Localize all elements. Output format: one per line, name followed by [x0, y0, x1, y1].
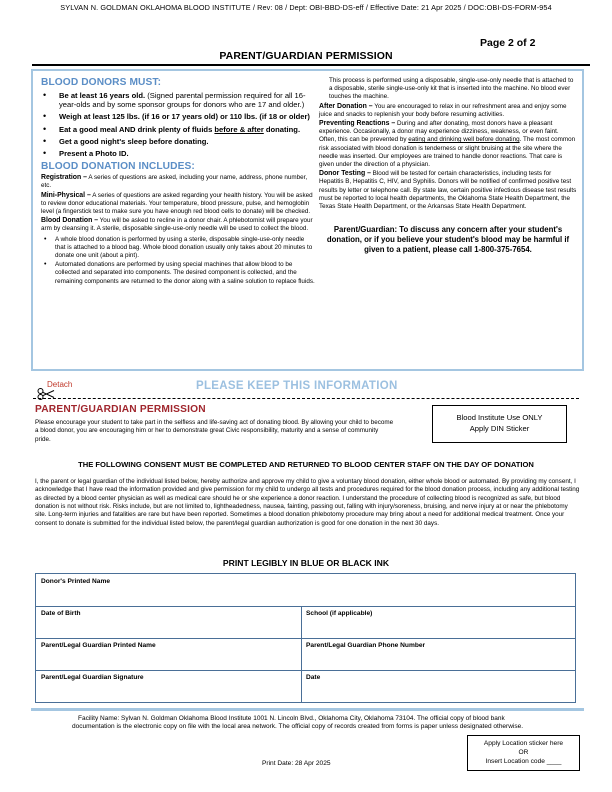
- print-date: Print Date: 28 Apr 2025: [262, 760, 331, 767]
- title-divider: [32, 64, 590, 66]
- blood-donation-paragraph: Blood Donation – You will be asked to recline in a donor chair. A phlebotomist will prepare your arm by cleansing it. A sterile, disposable single-use-only needle will be used to collect the blood.: [41, 217, 313, 233]
- school-field[interactable]: [301, 606, 577, 638]
- location-sticker-box: [467, 735, 580, 771]
- donor-testing-paragraph: Donor Testing – Blood will be tested for certain characteristics, including tests for Hepatitis B, Hepatitis C, HIV, and Syphilis. Donors will be notified of confirmed positive test results by letter or telephone call. By state law, certain positive infectious disease test results must be reported to local health departments, the Oklahoma State Health Department, the Texas State Health Department, or the Arkansas State Health Department.: [319, 170, 577, 211]
- location-line-1: Apply Location sticker here: [483, 740, 564, 747]
- donation-types-list: [41, 236, 315, 286]
- guardian-phone-label: Parent/Legal Guardian Phone Number: [306, 642, 426, 649]
- din-sticker-box: [432, 405, 567, 443]
- requirement-age: • Be at least 16 years old. (Signed parental permission required for all 16-year-olds and by some sponsor groups for donors who are 17 and older.): [41, 91, 315, 109]
- guardian-phone-field[interactable]: [301, 638, 577, 670]
- din-line-2: Apply DIN Sticker: [469, 424, 530, 433]
- guardian-name-label: Parent/Legal Guardian Printed Name: [41, 642, 156, 649]
- scissors-icon: [37, 387, 55, 401]
- permission-title: PARENT/GUARDIAN PERMISSION: [35, 404, 206, 415]
- automated-donation-item: • Automated donations are performed by using special machines that allow blood to be collected and separated into components. The desired component is collected, and the remaining components are returned to the donor along with a saline solution to replace fluids.: [41, 261, 315, 286]
- guardian-contact-callout: Parent/Guardian: To discuss any concern after your student's donation, or if you believe your student's blood may be harmful if given to a patient, please call 1-800-375-7654.: [326, 225, 570, 255]
- date-field[interactable]: [301, 670, 577, 703]
- mini-physical-paragraph: Mini-Physical – A series of questions are asked regarding your health history. You will be asked to review donor educational materials. Your temperature, blood pressure, pulse, and hemoglobin level (a fingerstick test to make sure you have enough red blood cells to donate) will be checked.: [41, 191, 313, 216]
- guardian-name-field[interactable]: [36, 638, 301, 670]
- detach-label: Detach: [47, 380, 73, 389]
- automated-continuation: This process is performed using a disposable, single-use-only needle that is attached to a disposable, sterile single-use-only kit that is inserted into the machine. No blood ever touches the machine.: [329, 77, 574, 101]
- page-number: Page 2 of 2: [480, 37, 536, 49]
- school-label: School (if applicable): [306, 610, 373, 617]
- date-of-birth-label: Date of Birth: [41, 610, 81, 617]
- requirement-meal: • Eat a good meal AND drink plenty of fluids before & after donating.: [41, 125, 315, 134]
- requirement-photo-id: • Present a Photo ID.: [41, 149, 315, 158]
- donor-name-field[interactable]: [36, 574, 575, 606]
- whole-blood-item: • A whole blood donation is performed by using a sterile, disposable single-use-only needle that is attached to a blood bag. Whole blood donation usually only takes about 20 minutes to donate one unit (about a pint).: [41, 236, 315, 261]
- page-title: PARENT/GUARDIAN PERMISSION: [219, 50, 393, 62]
- date-label: Date: [306, 674, 321, 681]
- preventing-reactions-paragraph: Preventing Reactions – During and after donating, most donors have a pleasant experience. Occasionally, a donor may experience dizziness, weakness, or even faint. Often, this can be prevented by eating and drinking well before donating. The most common risk associated with blood donation is tenderness or slight bruising at the site where the needle was inserted. Our employees are trained to handle donor reactions. That care is given under the direction of a physician.: [319, 120, 576, 169]
- info-left-column: [41, 77, 315, 287]
- detach-cut-line: [33, 398, 579, 399]
- consent-form-fields: [35, 573, 576, 703]
- document-control-line: SYLVAN N. GOLDMAN OKLAHOMA BLOOD INSTITUTE / Rev: 08 / Dept: OBI-BBD-DS-eff / Effective Date: 21 Apr 2025 / DOC:OBI-DS-FORM-954: [60, 3, 552, 12]
- consent-heading: THE FOLLOWING CONSENT MUST BE COMPLETED AND RETURNED TO BLOOD CENTER STAFF ON THE DAY OF DONATION: [78, 460, 534, 469]
- consent-statement: I, the parent or legal guardian of the individual listed below, hereby authorize and approve my child to give a voluntary blood donation, either whole blood or automated. By providing my consent, I acknowledge that I have read the information provided and give permission for my child to undergo all tests and procedures required for the blood donation process, including any additional testing as directed by a blood center physician as well as medical care should he or she experience a donor reaction. I understand the procedure of collecting blood is recognized as safe, but blood donation is not without risk. Risks include, but are not limited to, lightheadedness, nausea, fainting, passing out, falling with injury/soreness, bruising, and nerve injury at or near the phlebotomy site. Long-term injuries and fatalities are rare but have been reported. Sometimes a blood donation phlebotomy procedure may bring about a need for additional medical treatment. Once your consent to donate is submitted for the individual listed below, the parent/legal guardian authorization is good for one donation in the next 30 days.: [35, 478, 580, 527]
- location-line-2: OR: [518, 749, 529, 756]
- requirements-list: [41, 91, 315, 158]
- donor-information-box: [31, 69, 584, 371]
- guardian-signature-field[interactable]: [36, 670, 301, 703]
- donors-must-heading: BLOOD DONORS MUST:: [41, 77, 162, 88]
- footer-divider: [31, 708, 584, 711]
- guardian-signature-label: Parent/Legal Guardian Signature: [41, 674, 144, 681]
- after-donation-paragraph: After Donation – You are encouraged to relax in our refreshment area and enjoy some juice and snacks to replenish your body before resuming activities.: [319, 102, 567, 118]
- requirement-sleep: • Get a good night's sleep before donating.: [41, 137, 315, 146]
- location-line-3: Insert Location code ____: [485, 758, 562, 765]
- keep-information-banner: PLEASE KEEP THIS INFORMATION: [196, 380, 398, 392]
- donation-includes-heading: BLOOD DONATION INCLUDES:: [41, 161, 195, 173]
- requirement-weight: • Weigh at least 125 lbs. (if 16 or 17 years old) or 110 lbs. (if 18 or older): [41, 112, 315, 121]
- registration-paragraph: Registration – A series of questions are asked, including your name, address, phone number, etc.: [41, 174, 308, 190]
- date-of-birth-field[interactable]: [36, 606, 301, 638]
- din-line-1: Blood Institute Use ONLY: [456, 413, 543, 422]
- print-legibly-instruction: PRINT LEGIBLY IN BLUE OR BLACK INK: [222, 558, 390, 568]
- info-right-column: [319, 77, 577, 255]
- facility-statement: Facility Name: Sylvan N. Goldman Oklahoma Blood Institute 1001 N. Lincoln Blvd., Oklahoma City, Oklahoma 73104. The official copy of blood bank documentation is the electronic copy on file with the local area network. The official copy of records created from forms is paper unless designated otherwise.: [72, 715, 524, 731]
- donor-name-label: Donor's Printed Name: [41, 578, 110, 585]
- permission-intro: Please encourage your student to take part in the selfless and life-saving act of donating blood. By allowing your child to become a blood donor, you are encouraging him or her to demonstrate great Civic responsibility, maturity and a sense of community pride.: [35, 419, 394, 443]
